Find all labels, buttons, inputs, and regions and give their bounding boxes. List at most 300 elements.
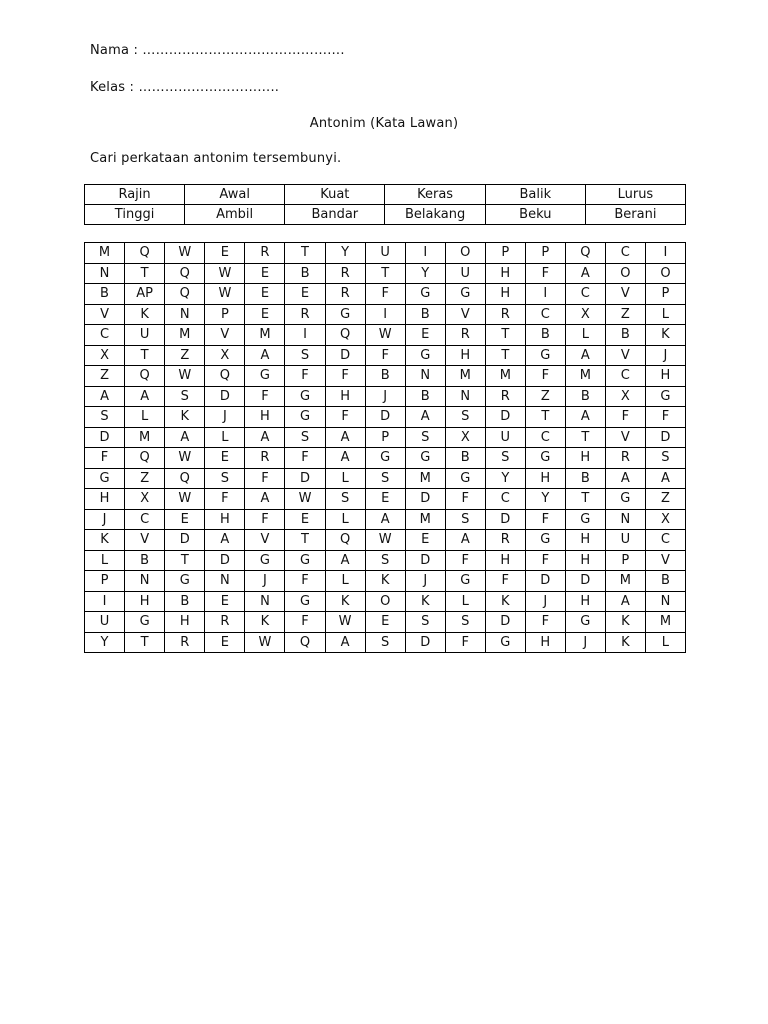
grid-letter-cell[interactable]: H: [245, 407, 285, 428]
grid-letter-cell[interactable]: E: [205, 591, 245, 612]
grid-letter-cell[interactable]: F: [325, 407, 365, 428]
grid-letter-cell[interactable]: D: [405, 489, 445, 510]
grid-letter-cell[interactable]: L: [85, 550, 125, 571]
grid-letter-cell[interactable]: L: [125, 407, 165, 428]
grid-letter-cell[interactable]: K: [605, 632, 645, 653]
grid-letter-cell[interactable]: F: [645, 407, 685, 428]
grid-letter-cell[interactable]: X: [605, 386, 645, 407]
grid-letter-cell[interactable]: C: [125, 509, 165, 530]
grid-letter-cell[interactable]: G: [445, 284, 485, 305]
grid-letter-cell[interactable]: S: [85, 407, 125, 428]
grid-letter-cell[interactable]: D: [645, 427, 685, 448]
grid-letter-cell[interactable]: E: [285, 284, 325, 305]
grid-letter-cell[interactable]: T: [525, 407, 565, 428]
grid-letter-cell[interactable]: D: [205, 386, 245, 407]
grid-letter-cell[interactable]: F: [525, 263, 565, 284]
grid-letter-cell[interactable]: R: [485, 386, 525, 407]
grid-letter-cell[interactable]: R: [245, 243, 285, 264]
grid-letter-cell[interactable]: E: [405, 530, 445, 551]
grid-letter-cell[interactable]: C: [85, 325, 125, 346]
grid-letter-cell[interactable]: L: [645, 632, 685, 653]
grid-letter-cell[interactable]: K: [605, 612, 645, 633]
grid-letter-cell[interactable]: G: [525, 530, 565, 551]
grid-letter-cell[interactable]: M: [405, 468, 445, 489]
grid-letter-cell[interactable]: F: [245, 386, 285, 407]
grid-letter-cell[interactable]: Q: [325, 530, 365, 551]
grid-letter-cell[interactable]: Z: [165, 345, 205, 366]
grid-letter-cell[interactable]: I: [405, 243, 445, 264]
grid-letter-cell[interactable]: W: [365, 325, 405, 346]
grid-letter-cell[interactable]: S: [365, 632, 405, 653]
grid-letter-cell[interactable]: X: [645, 509, 685, 530]
grid-letter-cell[interactable]: Y: [405, 263, 445, 284]
grid-letter-cell[interactable]: N: [165, 304, 205, 325]
grid-letter-cell[interactable]: B: [165, 591, 205, 612]
grid-letter-cell[interactable]: U: [365, 243, 405, 264]
grid-letter-cell[interactable]: E: [165, 509, 205, 530]
grid-letter-cell[interactable]: F: [365, 284, 405, 305]
grid-letter-cell[interactable]: Z: [645, 489, 685, 510]
grid-letter-cell[interactable]: T: [165, 550, 205, 571]
grid-letter-cell[interactable]: H: [445, 345, 485, 366]
grid-letter-cell[interactable]: B: [645, 571, 685, 592]
grid-letter-cell[interactable]: B: [365, 366, 405, 387]
grid-letter-cell[interactable]: N: [445, 386, 485, 407]
grid-letter-cell[interactable]: Q: [125, 448, 165, 469]
grid-letter-cell[interactable]: M: [405, 509, 445, 530]
grid-letter-cell[interactable]: H: [565, 591, 605, 612]
grid-letter-cell[interactable]: S: [445, 612, 485, 633]
grid-letter-cell[interactable]: H: [85, 489, 125, 510]
grid-letter-cell[interactable]: Z: [85, 366, 125, 387]
grid-letter-cell[interactable]: C: [485, 489, 525, 510]
grid-letter-cell[interactable]: L: [645, 304, 685, 325]
grid-letter-cell[interactable]: S: [405, 612, 445, 633]
grid-letter-cell[interactable]: R: [285, 304, 325, 325]
grid-letter-cell[interactable]: A: [365, 509, 405, 530]
grid-letter-cell[interactable]: A: [605, 468, 645, 489]
grid-letter-cell[interactable]: F: [285, 571, 325, 592]
grid-letter-cell[interactable]: V: [445, 304, 485, 325]
grid-letter-cell[interactable]: A: [445, 530, 485, 551]
grid-letter-cell[interactable]: L: [325, 468, 365, 489]
grid-letter-cell[interactable]: G: [245, 550, 285, 571]
grid-letter-cell[interactable]: N: [245, 591, 285, 612]
grid-letter-cell[interactable]: G: [365, 448, 405, 469]
grid-letter-cell[interactable]: F: [445, 489, 485, 510]
grid-letter-cell[interactable]: X: [205, 345, 245, 366]
grid-letter-cell[interactable]: G: [565, 509, 605, 530]
grid-letter-cell[interactable]: G: [85, 468, 125, 489]
grid-letter-cell[interactable]: S: [445, 509, 485, 530]
grid-letter-cell[interactable]: W: [165, 243, 205, 264]
grid-letter-cell[interactable]: G: [405, 448, 445, 469]
grid-letter-cell[interactable]: C: [605, 366, 645, 387]
grid-letter-cell[interactable]: M: [485, 366, 525, 387]
grid-letter-cell[interactable]: H: [485, 550, 525, 571]
grid-letter-cell[interactable]: H: [565, 530, 605, 551]
grid-letter-cell[interactable]: E: [205, 243, 245, 264]
grid-letter-cell[interactable]: T: [125, 632, 165, 653]
grid-letter-cell[interactable]: K: [125, 304, 165, 325]
grid-letter-cell[interactable]: A: [205, 530, 245, 551]
grid-letter-cell[interactable]: N: [125, 571, 165, 592]
grid-letter-cell[interactable]: H: [565, 448, 605, 469]
grid-letter-cell[interactable]: B: [285, 263, 325, 284]
grid-letter-cell[interactable]: A: [325, 427, 365, 448]
grid-letter-cell[interactable]: R: [485, 530, 525, 551]
grid-letter-cell[interactable]: D: [325, 345, 365, 366]
grid-letter-cell[interactable]: B: [565, 386, 605, 407]
grid-letter-cell[interactable]: S: [365, 468, 405, 489]
grid-letter-cell[interactable]: S: [285, 345, 325, 366]
grid-letter-cell[interactable]: T: [125, 263, 165, 284]
grid-letter-cell[interactable]: W: [285, 489, 325, 510]
grid-letter-cell[interactable]: H: [565, 550, 605, 571]
grid-letter-cell[interactable]: V: [605, 345, 645, 366]
grid-letter-cell[interactable]: L: [445, 591, 485, 612]
grid-letter-cell[interactable]: T: [565, 427, 605, 448]
grid-letter-cell[interactable]: U: [125, 325, 165, 346]
grid-letter-cell[interactable]: T: [365, 263, 405, 284]
grid-letter-cell[interactable]: T: [285, 530, 325, 551]
grid-letter-cell[interactable]: F: [525, 612, 565, 633]
grid-letter-cell[interactable]: D: [565, 571, 605, 592]
grid-letter-cell[interactable]: M: [85, 243, 125, 264]
grid-letter-cell[interactable]: N: [85, 263, 125, 284]
grid-letter-cell[interactable]: B: [445, 448, 485, 469]
grid-letter-cell[interactable]: E: [245, 284, 285, 305]
grid-letter-cell[interactable]: M: [445, 366, 485, 387]
grid-letter-cell[interactable]: F: [245, 509, 285, 530]
grid-letter-cell[interactable]: A: [245, 427, 285, 448]
grid-letter-cell[interactable]: R: [245, 448, 285, 469]
grid-letter-cell[interactable]: O: [365, 591, 405, 612]
grid-letter-cell[interactable]: O: [605, 263, 645, 284]
grid-letter-cell[interactable]: L: [325, 571, 365, 592]
grid-letter-cell[interactable]: I: [645, 243, 685, 264]
grid-letter-cell[interactable]: G: [645, 386, 685, 407]
grid-letter-cell[interactable]: Q: [125, 243, 165, 264]
grid-letter-cell[interactable]: N: [645, 591, 685, 612]
grid-letter-cell[interactable]: M: [645, 612, 685, 633]
grid-letter-cell[interactable]: D: [405, 550, 445, 571]
grid-letter-cell[interactable]: G: [405, 345, 445, 366]
grid-letter-cell[interactable]: D: [165, 530, 205, 551]
grid-letter-cell[interactable]: R: [605, 448, 645, 469]
grid-letter-cell[interactable]: V: [205, 325, 245, 346]
grid-letter-cell[interactable]: N: [405, 366, 445, 387]
grid-letter-cell[interactable]: F: [485, 571, 525, 592]
grid-letter-cell[interactable]: N: [205, 571, 245, 592]
grid-letter-cell[interactable]: G: [285, 550, 325, 571]
grid-letter-cell[interactable]: W: [325, 612, 365, 633]
grid-letter-cell[interactable]: W: [165, 366, 205, 387]
grid-letter-cell[interactable]: T: [125, 345, 165, 366]
grid-letter-cell[interactable]: G: [165, 571, 205, 592]
grid-letter-cell[interactable]: W: [165, 489, 205, 510]
grid-letter-cell[interactable]: C: [605, 243, 645, 264]
grid-letter-cell[interactable]: M: [605, 571, 645, 592]
grid-letter-cell[interactable]: H: [525, 632, 565, 653]
grid-letter-cell[interactable]: K: [405, 591, 445, 612]
grid-letter-cell[interactable]: I: [365, 304, 405, 325]
grid-letter-cell[interactable]: S: [325, 489, 365, 510]
grid-letter-cell[interactable]: G: [565, 612, 605, 633]
grid-letter-cell[interactable]: A: [325, 550, 365, 571]
grid-letter-cell[interactable]: Z: [125, 468, 165, 489]
grid-letter-cell[interactable]: C: [565, 284, 605, 305]
grid-letter-cell[interactable]: K: [365, 571, 405, 592]
grid-letter-cell[interactable]: Z: [605, 304, 645, 325]
grid-letter-cell[interactable]: G: [445, 468, 485, 489]
grid-letter-cell[interactable]: F: [365, 345, 405, 366]
grid-letter-cell[interactable]: Q: [325, 325, 365, 346]
grid-letter-cell[interactable]: A: [325, 632, 365, 653]
grid-letter-cell[interactable]: Y: [325, 243, 365, 264]
grid-letter-cell[interactable]: A: [85, 386, 125, 407]
grid-letter-cell[interactable]: E: [205, 448, 245, 469]
grid-letter-cell[interactable]: Q: [285, 632, 325, 653]
grid-letter-cell[interactable]: X: [445, 427, 485, 448]
grid-letter-cell[interactable]: C: [525, 427, 565, 448]
grid-letter-cell[interactable]: V: [125, 530, 165, 551]
grid-letter-cell[interactable]: S: [445, 407, 485, 428]
grid-letter-cell[interactable]: H: [485, 263, 525, 284]
grid-letter-cell[interactable]: E: [405, 325, 445, 346]
grid-letter-cell[interactable]: H: [125, 591, 165, 612]
grid-letter-cell[interactable]: Y: [85, 632, 125, 653]
grid-letter-cell[interactable]: A: [125, 386, 165, 407]
grid-letter-cell[interactable]: Q: [165, 263, 205, 284]
grid-letter-cell[interactable]: U: [485, 427, 525, 448]
grid-letter-cell[interactable]: T: [285, 243, 325, 264]
grid-letter-cell[interactable]: G: [445, 571, 485, 592]
grid-letter-cell[interactable]: A: [565, 345, 605, 366]
grid-letter-cell[interactable]: S: [365, 550, 405, 571]
grid-letter-cell[interactable]: F: [605, 407, 645, 428]
grid-letter-cell[interactable]: J: [205, 407, 245, 428]
grid-letter-cell[interactable]: X: [85, 345, 125, 366]
grid-letter-cell[interactable]: A: [165, 427, 205, 448]
grid-letter-cell[interactable]: B: [605, 325, 645, 346]
grid-letter-cell[interactable]: G: [525, 345, 565, 366]
grid-letter-cell[interactable]: F: [325, 366, 365, 387]
grid-letter-cell[interactable]: P: [485, 243, 525, 264]
grid-letter-cell[interactable]: T: [565, 489, 605, 510]
grid-letter-cell[interactable]: F: [285, 612, 325, 633]
grid-letter-cell[interactable]: S: [405, 427, 445, 448]
grid-letter-cell[interactable]: K: [645, 325, 685, 346]
grid-letter-cell[interactable]: R: [165, 632, 205, 653]
grid-letter-cell[interactable]: N: [605, 509, 645, 530]
grid-letter-cell[interactable]: A: [325, 448, 365, 469]
grid-letter-cell[interactable]: M: [165, 325, 205, 346]
grid-letter-cell[interactable]: M: [245, 325, 285, 346]
grid-letter-cell[interactable]: J: [645, 345, 685, 366]
grid-letter-cell[interactable]: K: [325, 591, 365, 612]
grid-letter-cell[interactable]: J: [405, 571, 445, 592]
grid-letter-cell[interactable]: D: [205, 550, 245, 571]
grid-letter-cell[interactable]: W: [245, 632, 285, 653]
grid-letter-cell[interactable]: B: [565, 468, 605, 489]
grid-letter-cell[interactable]: V: [245, 530, 285, 551]
grid-letter-cell[interactable]: V: [85, 304, 125, 325]
grid-letter-cell[interactable]: A: [645, 468, 685, 489]
grid-letter-cell[interactable]: T: [485, 325, 525, 346]
grid-letter-cell[interactable]: E: [285, 509, 325, 530]
grid-letter-cell[interactable]: H: [325, 386, 365, 407]
grid-letter-cell[interactable]: F: [445, 632, 485, 653]
grid-letter-cell[interactable]: H: [645, 366, 685, 387]
grid-letter-cell[interactable]: G: [525, 448, 565, 469]
grid-letter-cell[interactable]: K: [165, 407, 205, 428]
grid-letter-cell[interactable]: W: [365, 530, 405, 551]
grid-letter-cell[interactable]: G: [605, 489, 645, 510]
grid-letter-cell[interactable]: U: [445, 263, 485, 284]
grid-letter-cell[interactable]: D: [365, 407, 405, 428]
grid-letter-cell[interactable]: X: [565, 304, 605, 325]
grid-letter-cell[interactable]: E: [245, 304, 285, 325]
grid-letter-cell[interactable]: D: [285, 468, 325, 489]
grid-letter-cell[interactable]: C: [525, 304, 565, 325]
grid-letter-cell[interactable]: W: [165, 448, 205, 469]
grid-letter-cell[interactable]: G: [285, 591, 325, 612]
grid-letter-cell[interactable]: D: [525, 571, 565, 592]
grid-letter-cell[interactable]: E: [245, 263, 285, 284]
grid-letter-cell[interactable]: Y: [485, 468, 525, 489]
grid-letter-cell[interactable]: S: [205, 468, 245, 489]
grid-letter-cell[interactable]: R: [205, 612, 245, 633]
grid-letter-cell[interactable]: AP: [125, 284, 165, 305]
grid-letter-cell[interactable]: F: [85, 448, 125, 469]
grid-letter-cell[interactable]: O: [645, 263, 685, 284]
grid-letter-cell[interactable]: D: [485, 509, 525, 530]
grid-letter-cell[interactable]: H: [485, 284, 525, 305]
grid-letter-cell[interactable]: F: [285, 448, 325, 469]
grid-letter-cell[interactable]: G: [245, 366, 285, 387]
grid-letter-cell[interactable]: A: [565, 263, 605, 284]
grid-letter-cell[interactable]: F: [525, 550, 565, 571]
grid-letter-cell[interactable]: M: [565, 366, 605, 387]
grid-letter-cell[interactable]: W: [205, 284, 245, 305]
grid-letter-cell[interactable]: A: [565, 407, 605, 428]
grid-letter-cell[interactable]: J: [85, 509, 125, 530]
grid-letter-cell[interactable]: S: [485, 448, 525, 469]
grid-letter-cell[interactable]: K: [85, 530, 125, 551]
grid-letter-cell[interactable]: W: [205, 263, 245, 284]
grid-letter-cell[interactable]: J: [365, 386, 405, 407]
grid-letter-cell[interactable]: A: [245, 489, 285, 510]
grid-letter-cell[interactable]: D: [85, 427, 125, 448]
grid-letter-cell[interactable]: K: [245, 612, 285, 633]
grid-letter-cell[interactable]: B: [85, 284, 125, 305]
grid-letter-cell[interactable]: R: [485, 304, 525, 325]
grid-letter-cell[interactable]: G: [125, 612, 165, 633]
grid-letter-cell[interactable]: D: [485, 407, 525, 428]
grid-letter-cell[interactable]: A: [245, 345, 285, 366]
grid-letter-cell[interactable]: C: [645, 530, 685, 551]
grid-letter-cell[interactable]: A: [405, 407, 445, 428]
grid-letter-cell[interactable]: B: [525, 325, 565, 346]
grid-letter-cell[interactable]: G: [285, 407, 325, 428]
grid-letter-cell[interactable]: P: [645, 284, 685, 305]
grid-letter-cell[interactable]: E: [365, 489, 405, 510]
grid-letter-cell[interactable]: F: [525, 509, 565, 530]
grid-letter-cell[interactable]: R: [325, 284, 365, 305]
grid-letter-cell[interactable]: J: [565, 632, 605, 653]
grid-letter-cell[interactable]: H: [525, 468, 565, 489]
grid-letter-cell[interactable]: P: [525, 243, 565, 264]
grid-letter-cell[interactable]: X: [125, 489, 165, 510]
grid-letter-cell[interactable]: B: [125, 550, 165, 571]
grid-letter-cell[interactable]: R: [445, 325, 485, 346]
grid-letter-cell[interactable]: T: [485, 345, 525, 366]
grid-letter-cell[interactable]: V: [605, 284, 645, 305]
grid-letter-cell[interactable]: I: [85, 591, 125, 612]
grid-letter-cell[interactable]: H: [165, 612, 205, 633]
grid-letter-cell[interactable]: P: [205, 304, 245, 325]
grid-letter-cell[interactable]: B: [405, 304, 445, 325]
grid-letter-cell[interactable]: I: [525, 284, 565, 305]
grid-letter-cell[interactable]: U: [605, 530, 645, 551]
grid-letter-cell[interactable]: F: [205, 489, 245, 510]
grid-letter-cell[interactable]: P: [85, 571, 125, 592]
grid-letter-cell[interactable]: F: [525, 366, 565, 387]
grid-letter-cell[interactable]: K: [485, 591, 525, 612]
grid-letter-cell[interactable]: O: [445, 243, 485, 264]
grid-letter-cell[interactable]: S: [285, 427, 325, 448]
grid-letter-cell[interactable]: D: [485, 612, 525, 633]
grid-letter-cell[interactable]: Q: [205, 366, 245, 387]
grid-letter-cell[interactable]: L: [205, 427, 245, 448]
grid-letter-cell[interactable]: J: [245, 571, 285, 592]
grid-letter-cell[interactable]: V: [645, 550, 685, 571]
grid-letter-cell[interactable]: Y: [525, 489, 565, 510]
grid-letter-cell[interactable]: G: [485, 632, 525, 653]
grid-letter-cell[interactable]: V: [605, 427, 645, 448]
grid-letter-cell[interactable]: Q: [565, 243, 605, 264]
grid-letter-cell[interactable]: I: [285, 325, 325, 346]
grid-letter-cell[interactable]: F: [445, 550, 485, 571]
grid-letter-cell[interactable]: G: [285, 386, 325, 407]
grid-letter-cell[interactable]: M: [125, 427, 165, 448]
grid-letter-cell[interactable]: E: [205, 632, 245, 653]
grid-letter-cell[interactable]: G: [405, 284, 445, 305]
grid-letter-cell[interactable]: S: [645, 448, 685, 469]
grid-letter-cell[interactable]: E: [365, 612, 405, 633]
grid-letter-cell[interactable]: R: [325, 263, 365, 284]
grid-letter-cell[interactable]: Z: [525, 386, 565, 407]
grid-letter-cell[interactable]: B: [405, 386, 445, 407]
grid-letter-cell[interactable]: U: [85, 612, 125, 633]
grid-letter-cell[interactable]: H: [205, 509, 245, 530]
grid-letter-cell[interactable]: L: [325, 509, 365, 530]
grid-letter-cell[interactable]: Q: [125, 366, 165, 387]
grid-letter-cell[interactable]: F: [245, 468, 285, 489]
grid-letter-cell[interactable]: F: [285, 366, 325, 387]
grid-letter-cell[interactable]: Q: [165, 284, 205, 305]
grid-letter-cell[interactable]: A: [605, 591, 645, 612]
grid-letter-cell[interactable]: P: [365, 427, 405, 448]
grid-letter-cell[interactable]: J: [525, 591, 565, 612]
grid-letter-cell[interactable]: L: [565, 325, 605, 346]
grid-letter-cell[interactable]: D: [405, 632, 445, 653]
grid-letter-cell[interactable]: Q: [165, 468, 205, 489]
grid-letter-cell[interactable]: G: [325, 304, 365, 325]
grid-letter-cell[interactable]: S: [165, 386, 205, 407]
grid-letter-cell[interactable]: P: [605, 550, 645, 571]
